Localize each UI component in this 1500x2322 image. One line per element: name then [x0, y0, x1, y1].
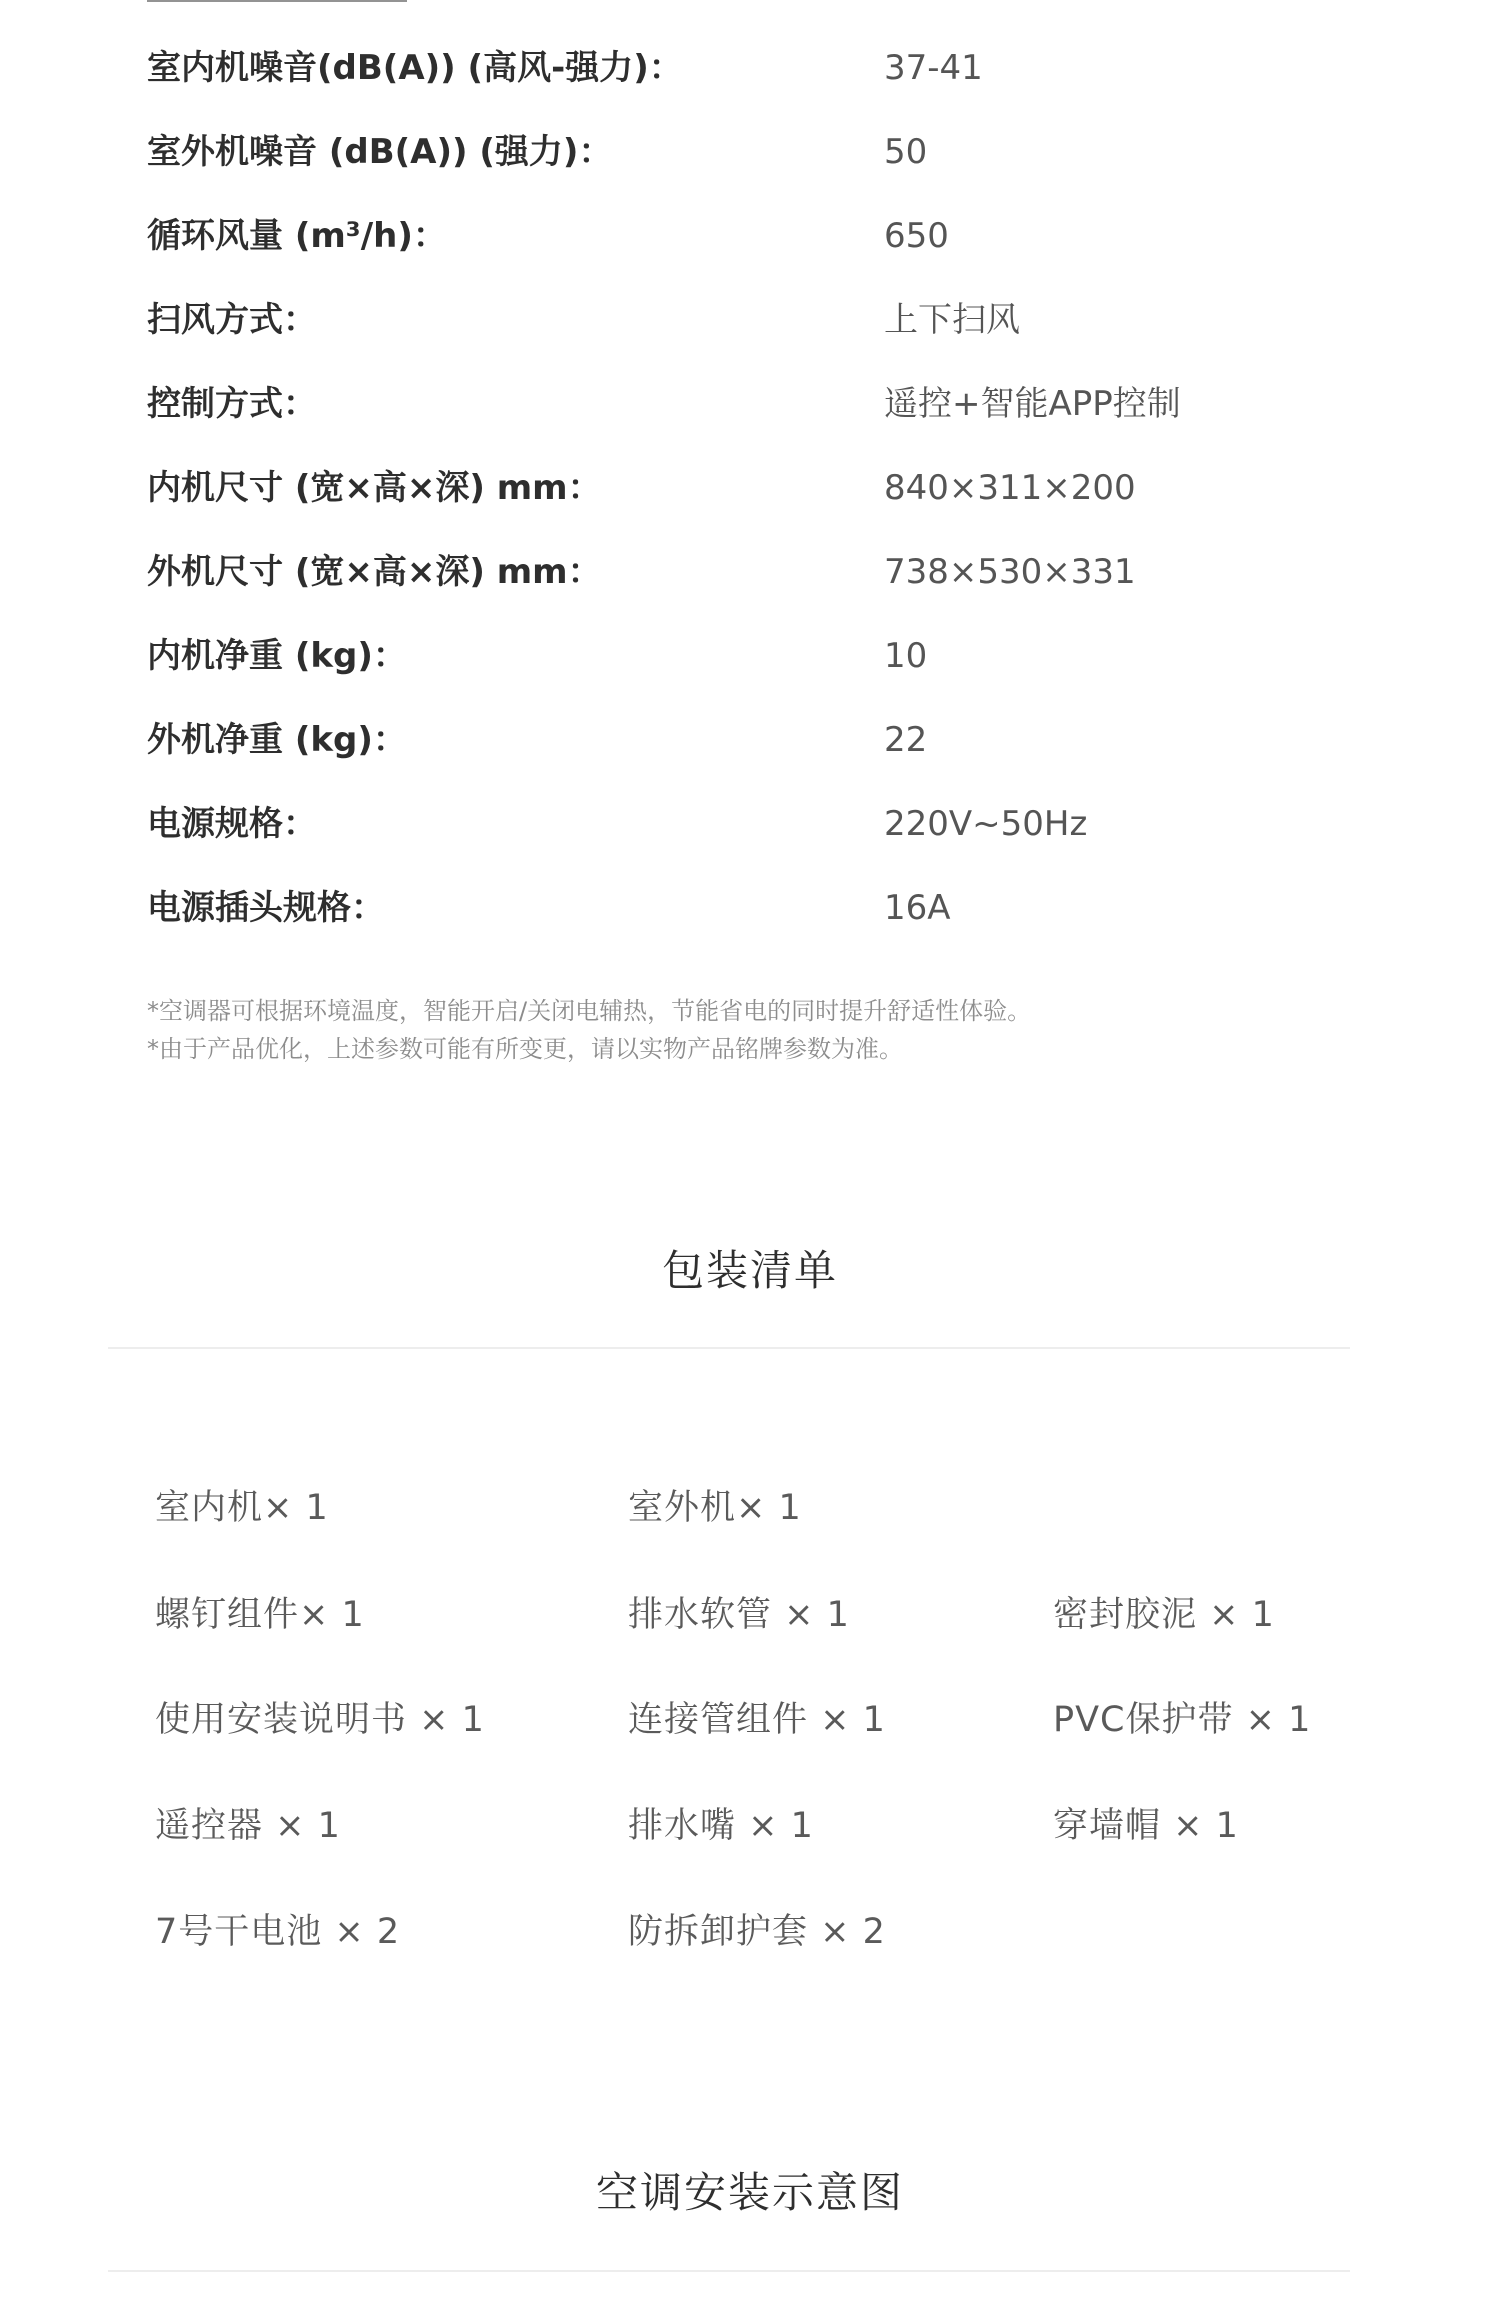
spec-label: 内机净重 (kg)：: [147, 636, 407, 676]
spec-label: 外机尺寸 (宽×高×深) mm：: [147, 552, 602, 592]
packing-item: 遥控器 × 1: [155, 1806, 341, 1846]
spec-value: 37-41: [884, 48, 983, 88]
spec-value: 50: [884, 132, 928, 172]
spec-row: [0, 530, 1500, 614]
spec-label: 外机净重 (kg)：: [147, 720, 407, 760]
spec-label: 循环风量 (m³/h)：: [147, 216, 447, 256]
spec-row: [0, 194, 1500, 278]
packing-item: 室外机× 1: [628, 1488, 802, 1528]
note-line: *由于产品优化，上述参数可能有所变更，请以实物产品铭牌参数为准。: [147, 1035, 903, 1063]
packing-item: 密封胶泥 × 1: [1053, 1595, 1275, 1635]
spec-row: [0, 26, 1500, 110]
spec-label: 电源规格：: [147, 804, 317, 844]
spec-value: 10: [884, 636, 928, 676]
spec-value: 738×530×331: [884, 552, 1136, 592]
section-divider: [108, 2270, 1350, 2272]
packing-item: 穿墙帽 × 1: [1053, 1806, 1239, 1846]
spec-value: 220V~50Hz: [884, 804, 1088, 844]
spec-label: 内机尺寸 (宽×高×深) mm：: [147, 468, 602, 508]
spec-row: [0, 446, 1500, 530]
install-diagram-title: 空调安装示意图: [595, 2168, 904, 2217]
note-line: *空调器可根据环境温度，智能开启/关闭电辅热，节能省电的同时提升舒适性体验。: [147, 997, 1032, 1025]
spec-row: [0, 110, 1500, 194]
spec-row: [0, 614, 1500, 698]
spec-value: 840×311×200: [884, 468, 1136, 508]
spec-label: 室内机噪音(dB(A)) (高风-强力)：: [147, 48, 683, 88]
previous-row-clipped: [147, 0, 447, 6]
spec-value: 16A: [884, 888, 951, 928]
spec-row: [0, 278, 1500, 362]
packing-item: 防拆卸护套 × 2: [628, 1912, 886, 1952]
section-divider: [108, 1347, 1350, 1349]
packing-item: PVC保护带 × 1: [1053, 1700, 1312, 1740]
spec-row: [0, 866, 1500, 950]
spec-value: 遥控+智能APP控制: [884, 384, 1181, 424]
spec-label: 扫风方式：: [147, 300, 317, 340]
spec-label: 室外机噪音 (dB(A)) (强力)：: [147, 132, 613, 172]
packing-list-title: 包装清单: [661, 1246, 838, 1295]
spec-row: [0, 698, 1500, 782]
spec-label: 控制方式：: [147, 384, 317, 424]
spec-value: 22: [884, 720, 928, 760]
packing-item: 7号干电池 × 2: [155, 1912, 401, 1952]
packing-item: 连接管组件 × 1: [628, 1700, 886, 1740]
spec-value: 650: [884, 216, 949, 256]
packing-item: 螺钉组件× 1: [155, 1595, 365, 1635]
packing-item: 室内机× 1: [155, 1488, 329, 1528]
packing-item: 使用安装说明书 × 1: [155, 1700, 485, 1740]
spec-row: [0, 782, 1500, 866]
spec-label: 电源插头规格：: [147, 888, 385, 928]
spec-notes: [147, 992, 1347, 1068]
packing-item: 排水嘴 × 1: [628, 1806, 814, 1846]
spec-row: [0, 362, 1500, 446]
spec-value: 上下扫风: [884, 300, 1020, 340]
packing-item: 排水软管 × 1: [628, 1595, 850, 1635]
